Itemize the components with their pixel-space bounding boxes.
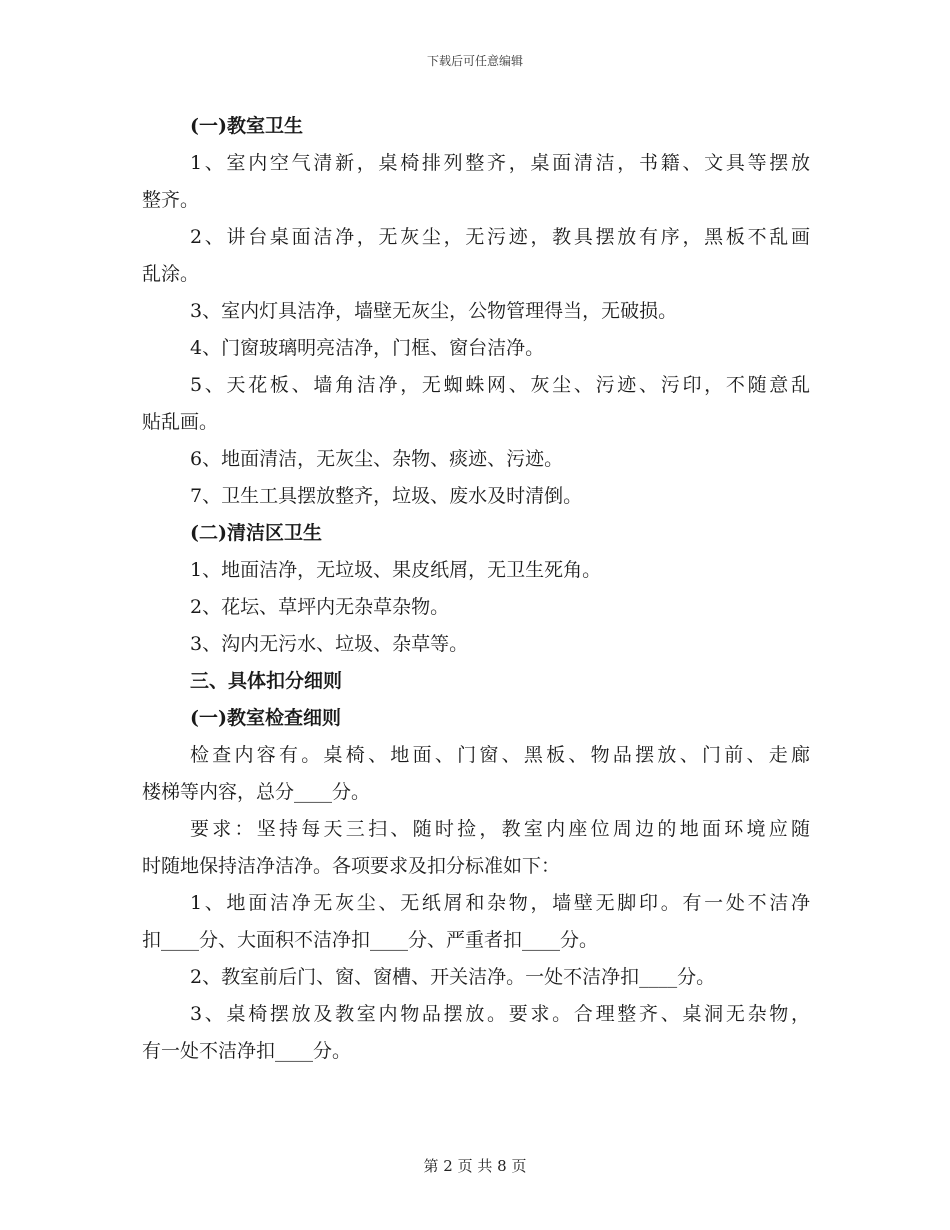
paragraph-line: 扣____分、大面积不洁净扣____分、严重者扣____分。 — [142, 929, 599, 951]
section-heading: (二)清洁区卫生 — [190, 522, 322, 544]
paragraph-line: 检查内容有。桌椅、地面、门窗、黑板、物品摆放、门前、走廊 — [190, 744, 810, 766]
paragraph-line: 1、室内空气清新，桌椅排列整齐，桌面清洁，书籍、文具等摆放 — [190, 152, 810, 174]
paragraph-line: 3、桌椅摆放及教室内物品摆放。要求。合理整齐、桌洞无杂物， — [190, 1003, 810, 1025]
paragraph-line: 5、天花板、墙角洁净，无蜘蛛网、灰尘、污迹、污印，不随意乱 — [190, 374, 810, 396]
paragraph-line: 7、卫生工具摆放整齐，垃圾、废水及时清倒。 — [190, 485, 583, 507]
paragraph-line: 3、室内灯具洁净，墙壁无灰尘，公物管理得当，无破损。 — [190, 300, 678, 322]
paragraph-line: 6、地面清洁，无灰尘、杂物、痰迹、污迹。 — [190, 448, 564, 470]
paragraph-line: 2、讲台桌面洁净，无灰尘，无污迹，教具摆放有序，黑板不乱画 — [190, 226, 810, 248]
paragraph-line: 1、地面洁净，无垃圾、果皮纸屑，无卫生死角。 — [190, 559, 602, 581]
paragraph-line: 整齐。 — [142, 189, 200, 211]
paragraph-line: 4、门窗玻璃明亮洁净，门框、窗台洁净。 — [190, 337, 545, 359]
paragraph-line: 时随地保持洁净洁净。各项要求及扣分标准如下： — [142, 855, 561, 877]
section-heading: (一)教室卫生 — [190, 115, 303, 137]
paragraph-line: 楼梯等内容，总分____分。 — [142, 781, 371, 803]
section-heading: 三、具体扣分细则 — [190, 670, 343, 692]
paragraph-line: 贴乱画。 — [142, 411, 219, 433]
paragraph-line: 2、花坛、草坪内无杂草杂物。 — [190, 596, 450, 618]
paragraph-line: 有一处不洁净扣____分。 — [142, 1040, 352, 1062]
document-body — [142, 108, 810, 1070]
page-header: 下载后可任意编辑 — [426, 54, 523, 68]
paragraph-line: 乱涂。 — [142, 263, 200, 285]
paragraph-line: 3、沟内无污水、垃圾、杂草等。 — [190, 633, 469, 655]
paragraph-line: 要求：坚持每天三扫、随时捡，教室内座位周边的地面环境应随 — [190, 818, 810, 840]
paragraph-line: 2、教室前后门、窗、窗槽、开关洁净。一处不洁净扣____分。 — [190, 966, 716, 988]
page-number-footer: 第 2 页 共 8 页 — [423, 1157, 527, 1175]
section-heading: (一)教室检查细则 — [190, 707, 341, 729]
paragraph-line: 1、地面洁净无灰尘、无纸屑和杂物，墙壁无脚印。有一处不洁净 — [190, 892, 810, 914]
